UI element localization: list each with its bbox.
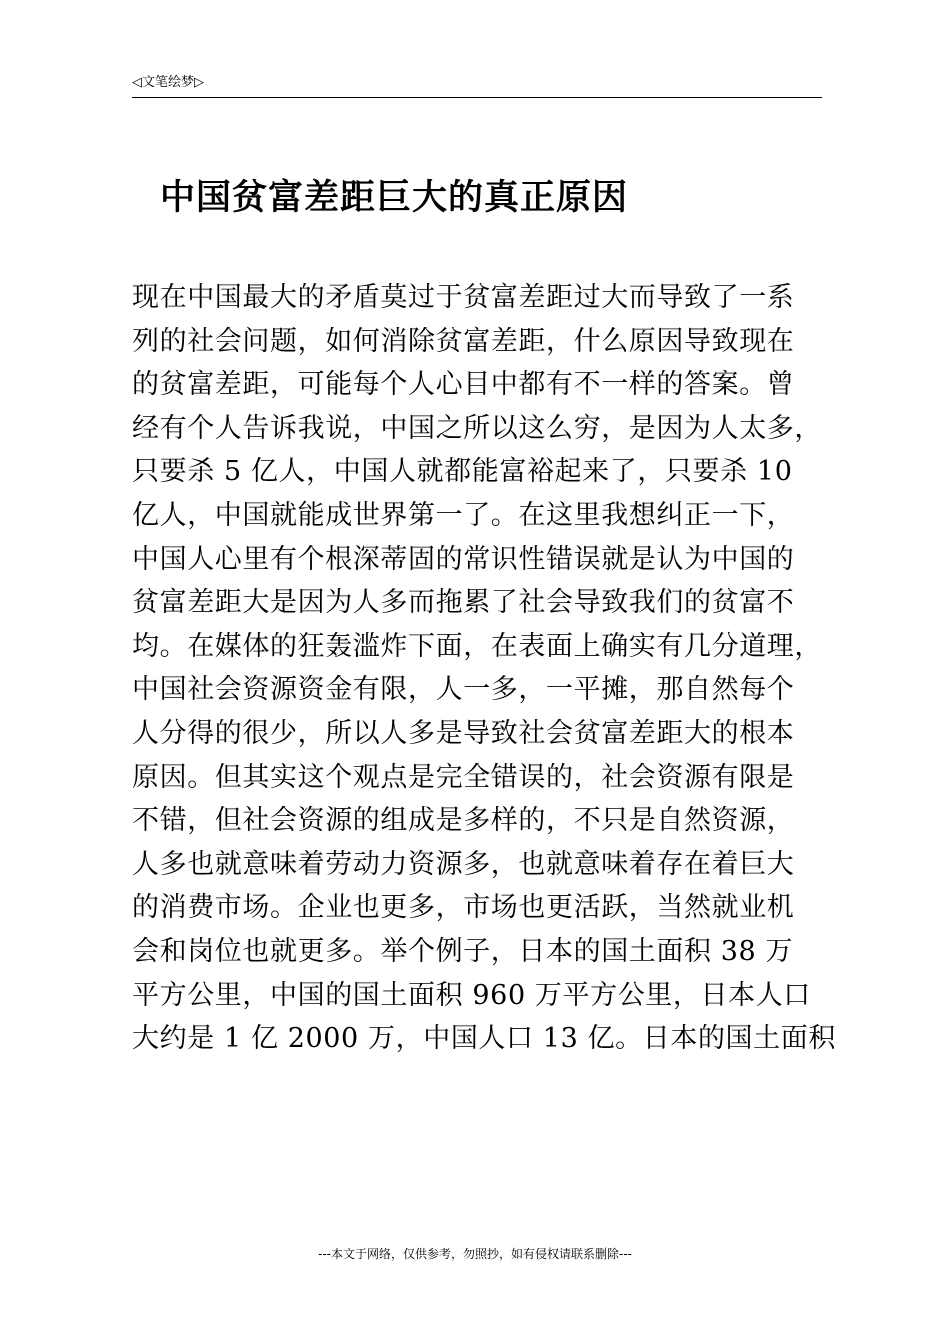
paragraph-line: 列的社会问题，如何消除贫富差距，什么原因导致现在 <box>132 325 795 357</box>
paragraph-line: 经有个人告诉我说，中国之所以这么穷，是因为人太多， <box>132 412 822 444</box>
page-footer: ---本文于网络，仅供参考，勿照抄，如有侵权请联系删除--- <box>318 1247 632 1261</box>
paragraph-line: 均。在媒体的狂轰滥炸下面，在表面上确实有几分道理， <box>132 630 822 662</box>
paragraph-line: 会和岗位也就更多。举个例子，日本的国土面积 38 万 <box>132 935 794 967</box>
document-title: 中国贫富差距巨大的真正原因 <box>160 178 629 218</box>
page-header: ◁文笔绘梦▷ <box>132 75 204 90</box>
paragraph-line: 中国人心里有个根深蒂固的常识性错误就是认为中国的 <box>132 543 795 575</box>
paragraph-line: 的贫富差距，可能每个人心目中都有不一样的答案。曾 <box>132 369 795 401</box>
paragraph-line: 人分得的很少，所以人多是导致社会贫富差距大的根本 <box>132 717 795 749</box>
paragraph-line: 现在中国最大的矛盾莫过于贫富差距过大而导致了一系 <box>132 282 795 313</box>
paragraph-line: 只要杀 5 亿人，中国人就都能富裕起来了，只要杀 10 <box>132 456 793 488</box>
paragraph-line: 大约是 1 亿 2000 万，中国人口 13 亿。日本的国土面积 <box>132 1023 836 1055</box>
paragraph-line: 平方公里，中国的国土面积 960 万平方公里，日本人口 <box>132 979 811 1011</box>
paragraph-line: 贫富差距大是因为人多而拖累了社会导致我们的贫富不 <box>132 587 795 619</box>
header-divider <box>132 97 822 98</box>
paragraph-line: 原因。但其实这个观点是完全错误的，社会资源有限是 <box>132 761 795 793</box>
body-paragraph <box>132 276 836 1061</box>
paragraph-line: 人多也就意味着劳动力资源多，也就意味着存在着巨大 <box>132 848 795 880</box>
paragraph-line: 亿人，中国就能成世界第一了。在这里我想纠正一下， <box>132 499 795 531</box>
paragraph-line: 的消费市场。企业也更多，市场也更活跃，当然就业机 <box>132 892 795 924</box>
paragraph-line: 中国社会资源资金有限，人一多，一平摊，那自然每个 <box>132 674 795 706</box>
paragraph-line: 不错，但社会资源的组成是多样的，不只是自然资源， <box>132 805 795 837</box>
